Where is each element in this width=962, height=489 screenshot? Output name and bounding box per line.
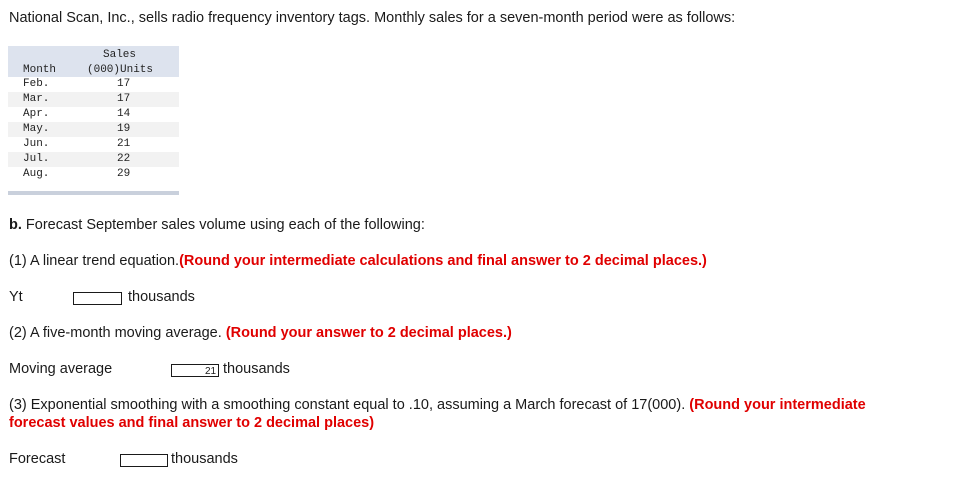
forecast-input[interactable] bbox=[120, 454, 168, 467]
q1-note: (Round your intermediate calculations and final answer to 2 decimal places.) bbox=[179, 253, 707, 269]
part-b-text: Forecast September sales volume using each of the following: bbox=[21, 217, 425, 233]
row-value: 14 bbox=[117, 108, 131, 120]
row-month: Jun. bbox=[23, 138, 50, 150]
row-month: Apr. bbox=[23, 108, 50, 120]
q3-unit: thousands bbox=[171, 451, 238, 467]
q1-text: (1) A linear trend equation. bbox=[9, 253, 180, 269]
header-sales: Sales bbox=[103, 49, 137, 61]
table-footer-bar bbox=[8, 191, 179, 195]
q3-note-line1: (Round your intermediate bbox=[689, 397, 866, 413]
table-row bbox=[8, 152, 179, 167]
q3-field-label: Forecast bbox=[9, 451, 66, 467]
q2-note: (Round your answer to 2 decimal places.) bbox=[225, 325, 512, 341]
q3-note-line2: forecast values and final answer to 2 decimal places) bbox=[9, 415, 375, 431]
row-value: 21 bbox=[117, 138, 131, 150]
q2-text: (2) A five-month moving average. bbox=[9, 325, 226, 341]
row-month: Mar. bbox=[23, 93, 50, 105]
q2-field-label: Moving average bbox=[9, 361, 113, 377]
table-row bbox=[8, 77, 179, 92]
table-row bbox=[8, 167, 179, 182]
q2-unit: thousands bbox=[223, 361, 290, 377]
table-row bbox=[8, 107, 179, 122]
yt-input[interactable] bbox=[73, 292, 122, 305]
part-b-heading bbox=[9, 217, 425, 233]
row-value: 29 bbox=[117, 168, 131, 180]
table-row bbox=[8, 137, 179, 152]
table-header bbox=[8, 46, 179, 77]
q3-prompt-line1 bbox=[9, 397, 866, 413]
moving-average-input[interactable]: 21 bbox=[171, 364, 219, 377]
row-value: 22 bbox=[117, 153, 131, 165]
q2-prompt bbox=[9, 325, 512, 341]
intro-text: National Scan, Inc., sells radio frequency inventory tags. Monthly sales for a seven-month period were as follows: bbox=[9, 10, 736, 26]
table-row bbox=[8, 122, 179, 137]
row-value: 17 bbox=[117, 78, 131, 90]
sales-table bbox=[8, 46, 179, 195]
row-value: 17 bbox=[117, 93, 131, 105]
row-month: Feb. bbox=[23, 78, 50, 90]
part-b-label: b. bbox=[9, 217, 22, 233]
header-month: Month bbox=[23, 64, 57, 76]
row-month: Jul. bbox=[23, 153, 50, 165]
q3-text: (3) Exponential smoothing with a smoothing constant equal to .10, assuming a March forecast of 17(000). bbox=[9, 397, 690, 413]
header-units: (000)Units bbox=[87, 64, 154, 76]
row-month: Aug. bbox=[23, 168, 50, 180]
q1-field-label: Yt bbox=[9, 289, 23, 305]
table-row bbox=[8, 92, 179, 107]
row-value: 19 bbox=[117, 123, 131, 135]
q1-prompt bbox=[9, 253, 707, 269]
q1-unit: thousands bbox=[128, 289, 195, 305]
row-month: May. bbox=[23, 123, 50, 135]
